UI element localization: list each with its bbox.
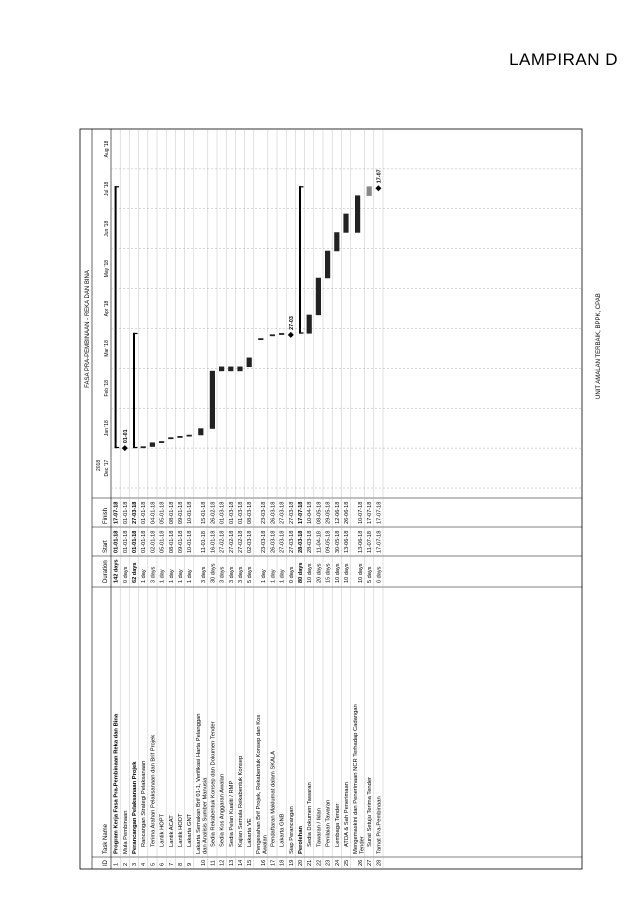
task-id: 6 (159, 862, 166, 866)
task-name: Lakarta VE (247, 818, 254, 847)
task-id: 7 (168, 862, 175, 866)
task-start: 23-03-18 (261, 530, 268, 553)
summary-cap-start (115, 447, 120, 448)
task-duration: 1 day (187, 569, 194, 583)
task-finish: 04-01-18 (150, 501, 157, 524)
task-duration: 3 days (150, 566, 157, 583)
task-duration: 20 days (316, 563, 323, 583)
phase-title: FASA PRA-PEMBINAAN - REKA DAN BINA (85, 270, 91, 388)
task-id: 25 (344, 859, 350, 866)
task-bar (325, 251, 330, 279)
task-bar (307, 315, 312, 334)
task-name: Tamat Pra-Pembinaan (376, 796, 383, 854)
task-duration: 1 day (159, 569, 166, 583)
task-name: Sedia Rekabentuk Konsep dan Dokumen Tender (210, 721, 217, 847)
task-duration: 1 day (178, 569, 184, 583)
task-finish: 27-03-18 (279, 501, 286, 524)
task-duration: 0 days (288, 566, 295, 583)
task-finish: 15-01-18 (201, 501, 208, 524)
task-id: 1 (113, 862, 120, 866)
task-bar (367, 186, 372, 196)
col-id-header: ID (103, 860, 109, 866)
task-bar (247, 358, 252, 368)
task-duration: 80 days (298, 562, 304, 583)
task-duration: 10 days (358, 563, 364, 583)
task-duration: 3 days (219, 566, 226, 583)
month-label: Jun '18 (104, 220, 110, 237)
task-finish: 17-07-18 (376, 501, 383, 524)
task-id: 19 (288, 859, 295, 866)
task-finish: 08-01-18 (168, 501, 175, 524)
summary-bar (115, 186, 117, 448)
timeline-months (104, 140, 582, 488)
task-name: Kajian Semula Rekabentuk Konsep (238, 755, 244, 847)
task-id: 12 (219, 859, 226, 866)
task-finish: 08-03-18 (247, 501, 254, 524)
task-start: 11-01-18 (201, 531, 208, 553)
milestone-label: 27-03 (288, 316, 295, 330)
task-rows (114, 129, 383, 869)
task-id: 16 (261, 859, 268, 866)
task-start: 09-05-18 (325, 530, 332, 553)
task-duration: 142 days (113, 559, 120, 583)
task-id: 28 (376, 859, 383, 866)
task-start: 09-01-18 (178, 530, 184, 553)
task-name: Terima Arahan Pelaksanaan dan Brif Projek (150, 734, 157, 847)
task-finish: 12-06-18 (334, 501, 341, 524)
month-label: May '18 (104, 259, 110, 278)
task-name: Sedia Dokumen Tawaran (307, 782, 314, 847)
task-finish: 01-01-18 (122, 501, 129, 524)
task-finish: 27-03-18 (288, 501, 295, 524)
task-start: 17-07-18 (376, 530, 383, 553)
col-task-header: Task Name (103, 823, 109, 854)
task-finish: 29-05-18 (325, 501, 332, 524)
task-name: Rancangan Strategi Pelaksanaan (141, 760, 148, 847)
task-duration: 0 days (376, 566, 383, 583)
task-bar (334, 232, 339, 251)
task-duration: 0 days (122, 566, 129, 583)
task-id: 10 (201, 859, 208, 866)
task-start: 01-01-18 (122, 530, 129, 553)
task-bar (237, 367, 242, 372)
task-name: Mengemaskini dan Penerimaan NCR Terhadap CadanganTender (352, 704, 366, 854)
task-finish: 10-07-18 (358, 501, 364, 524)
task-finish: 23-03-18 (261, 501, 268, 524)
task-duration: 1 day (279, 569, 286, 583)
task-name: Lakarta Semakan Brif 01-1, Verifikasi Harta Pelanggandan Analisis Sumber Manusia (196, 713, 209, 854)
task-id: 2 (122, 862, 129, 866)
task-name: Siap Perancangan (288, 806, 295, 854)
task-name: Pendaftaran Maklumat dalam SKALA (270, 750, 277, 847)
task-name: Sedia Pelan Kualiti / RMP (228, 780, 235, 847)
task-bar (279, 333, 284, 335)
task-duration: 10 days (307, 563, 314, 583)
task-name: Sedia Kos Anggaran Awalan (219, 773, 226, 847)
task-name: Program Kerja Fasa Pra-Pembinaan Reka dan Bina (113, 713, 120, 854)
task-duration: 62 days (132, 562, 138, 583)
task-start: 28-03-18 (307, 530, 314, 553)
summary-cap-start (299, 332, 304, 333)
task-bar (141, 446, 146, 448)
task-id: 27 (367, 859, 374, 866)
task-bar (343, 214, 348, 233)
task-start: 05-01-18 (159, 530, 166, 553)
task-bar (316, 278, 321, 315)
task-name: Penilaian Tawaran (325, 799, 332, 847)
col-duration-header: Duration (103, 560, 109, 583)
footer-note: UNIT AMALAN TERBAIK, BPPK, CPAB (596, 293, 602, 399)
task-name: Lakarta GNB (279, 813, 286, 847)
task-bar (355, 195, 360, 232)
task-id: 26 (358, 859, 364, 866)
summary-cap-end (133, 333, 138, 334)
task-bar (150, 442, 155, 446)
task-finish: 05-01-18 (159, 501, 166, 524)
task-name: Perancangan Pelaksanaan Projek (132, 761, 138, 854)
task-start: 28-03-18 (298, 530, 304, 553)
month-label: Mar '18 (104, 340, 110, 357)
month-label: Dec '17 (104, 459, 110, 477)
col-start-header: Start (103, 540, 109, 553)
task-name: Lakarta GNT (187, 813, 194, 847)
task-id: 21 (307, 859, 314, 866)
task-name: ATDA & Sah Penerimaan (344, 782, 350, 847)
task-duration: 5 days (367, 566, 374, 583)
task-start: 01-01-18 (141, 530, 148, 553)
summary-bar (299, 186, 301, 333)
task-id: 18 (279, 859, 286, 866)
task-id: 3 (132, 862, 138, 866)
task-duration: 5 days (247, 566, 254, 583)
task-finish: 26-03-18 (270, 501, 277, 524)
task-bar (177, 436, 182, 438)
task-finish: 17-07-18 (298, 501, 304, 524)
task-bar (270, 334, 275, 336)
task-start: 01-01-18 (132, 530, 138, 553)
task-start: 02-03-18 (247, 530, 254, 553)
task-duration: 3 days (238, 566, 244, 583)
month-label: Feb '18 (104, 380, 110, 397)
task-id: 4 (141, 862, 148, 866)
task-start: 10-01-18 (187, 530, 194, 553)
task-start: 27-03-18 (279, 530, 286, 553)
task-bar (159, 441, 164, 443)
task-id: 14 (238, 859, 244, 866)
task-bar (168, 437, 173, 439)
task-finish: 17-07-18 (367, 501, 374, 524)
task-finish: 17-07-18 (113, 501, 120, 524)
task-start: 11-07-18 (367, 531, 374, 553)
month-label: Apr '18 (104, 300, 110, 317)
task-name: Surat Setuju Terima Tender (367, 776, 374, 847)
task-start: 13-06-18 (344, 530, 350, 553)
task-duration: 10 days (334, 563, 341, 583)
task-id: 13 (228, 859, 235, 866)
col-finish-header: Finish (103, 507, 109, 524)
task-start: 26-03-18 (270, 530, 277, 553)
month-label: Jul '18 (104, 181, 110, 196)
task-id: 24 (334, 859, 341, 866)
task-id: 8 (178, 862, 184, 866)
task-bar (187, 435, 192, 437)
task-name: Lantik ACAT (168, 815, 175, 847)
task-start: 11-04-18 (316, 531, 323, 553)
gantt-bars (115, 169, 383, 451)
appendix-label: LAMPIRAN D (509, 50, 618, 69)
summary-cap-end (299, 186, 304, 187)
task-duration: 30 days (210, 563, 217, 583)
milestone-diamond (375, 185, 381, 191)
task-id: 5 (150, 862, 157, 866)
task-id: 11 (210, 860, 217, 866)
task-finish: 09-01-18 (178, 501, 184, 524)
task-finish: 01-03-18 (238, 501, 244, 524)
task-finish: 01-03-18 (228, 501, 235, 524)
task-bar (219, 367, 224, 372)
timeline-year: 2018 (96, 459, 102, 471)
month-label: Aug '18 (104, 140, 110, 158)
task-id: 17 (270, 859, 277, 866)
task-duration: 1 day (141, 569, 148, 583)
task-id: 15 (247, 859, 254, 866)
task-duration: 10 days (344, 563, 350, 583)
task-finish: 01-03-18 (219, 501, 226, 524)
task-name: Tawaran / Iklan (316, 808, 323, 847)
milestone-label: 01-01 (122, 429, 129, 444)
milestone-label: 17-07 (376, 169, 383, 184)
task-finish: 27-03-18 (132, 501, 138, 524)
task-name: Lantik HODT (178, 813, 184, 847)
task-id: 23 (325, 859, 332, 866)
milestone-diamond (122, 445, 128, 451)
task-id: 22 (316, 859, 323, 866)
task-start: 27-02-18 (219, 530, 226, 553)
task-bar (258, 338, 263, 340)
task-finish: 08-05-18 (316, 501, 323, 524)
summary-cap-start (133, 447, 138, 448)
task-finish: 10-01-18 (187, 501, 194, 524)
task-name: Lembaga Tender (334, 803, 341, 847)
task-duration: 3 days (228, 566, 235, 583)
task-start: 13-06-18 (358, 530, 364, 553)
summary-bar (133, 333, 135, 448)
task-start: 27-02-18 (238, 530, 244, 553)
task-id: 20 (298, 859, 304, 866)
task-bar (198, 428, 203, 435)
task-duration: 15 days (325, 563, 332, 583)
task-start: 16-01-18 (210, 530, 217, 553)
task-start: 27-03-18 (288, 530, 295, 553)
task-start: 30-05-18 (334, 530, 341, 553)
task-finish: 01-01-18 (141, 501, 148, 524)
task-finish: 26-02-18 (210, 501, 217, 524)
task-duration: 1 day (270, 569, 277, 583)
milestone-diamond (288, 332, 294, 338)
task-start: 08-01-18 (168, 530, 175, 553)
task-name: Lantik HOPT (159, 813, 166, 847)
task-name: Perolehan (298, 825, 304, 854)
task-duration: 1 day (168, 569, 175, 583)
task-start: 02-01-18 (150, 530, 157, 553)
task-duration: 3 days (201, 566, 208, 583)
task-bar (228, 367, 233, 372)
task-name: Pengesahan Brif Projek, Rekabentuk Konsep dan KosAwalan (256, 714, 269, 854)
task-id: 9 (187, 862, 194, 866)
month-label: Jan '18 (104, 420, 110, 437)
task-name: Mula Pembinaan (122, 810, 129, 854)
rotated-gantt-page (80, 129, 602, 869)
task-duration: 1 day (261, 569, 268, 583)
task-start: 27-02-18 (228, 530, 235, 553)
task-finish: 10-04-18 (307, 501, 314, 524)
task-finish: 26-06-18 (344, 501, 350, 524)
summary-cap-end (115, 186, 120, 187)
task-start: 01-01-18 (113, 530, 120, 553)
task-bar (210, 371, 215, 429)
